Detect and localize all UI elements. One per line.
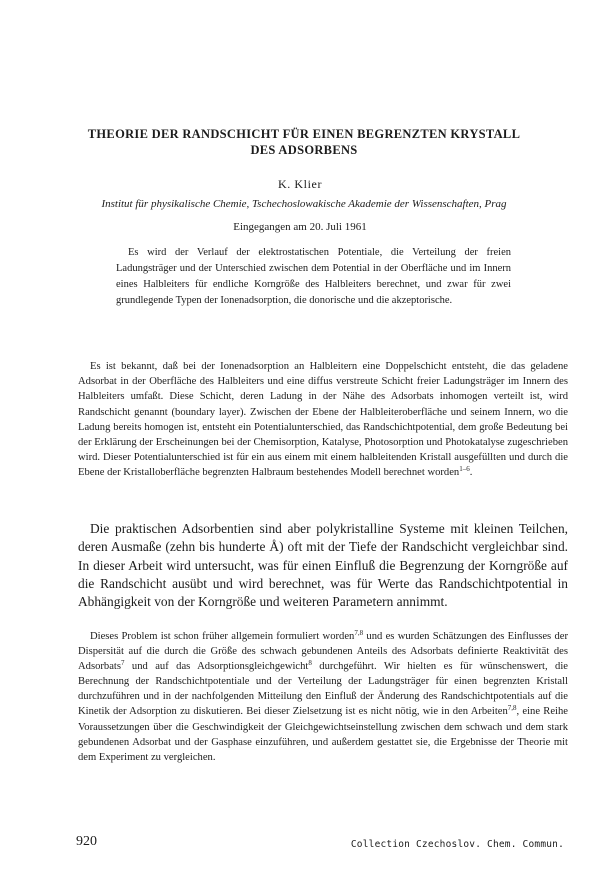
paragraph-1-text: Es ist bekannt, daß bei der Ionenadsorption an Halbleitern eine Doppelschicht entsteht, die das geladene Adsorbat in der Oberfläche des Halbleiters und eine diffus verstreute Schicht freier Ladungsträger im Innern des Halbleiters umfaßt. Diese Schicht, deren Ladung in der Nähe des Adsorbats inhomogen verteilt ist, wird Randschicht genannt (boundary layer). Zwischen der Ebene der Halbleiteroberfläche und seinem Innern, wo die Ladung bereits homogen ist, entsteht ein Potentialunterschied, das Randschichtpotential, dem große Bedeutung bei der Erklärung der Erscheinungen bei der Chemisorption, Katalyse, Photosorption und Photokatalyse zugeschrieben wird. Dieser Potentialunterschied ist für ein aus einem mit einem halbleitenden Kristall ausgefüllten und durch die Ebene der Kristalloberfläche begrenzten Halbraum bestehendes Modell berechnet worden — [78, 361, 568, 479]
paragraph-3-part-1: Dieses Problem ist schon früher allgemein formuliert worden — [90, 631, 355, 642]
author-affiliation: Institut für physikalische Chemie, Tschechoslowakische Akademie der Wissenschaften, Prag — [101, 198, 507, 210]
page-number: 920 — [76, 834, 97, 849]
body-paragraph-2 — [78, 520, 568, 611]
abstract-text: Es wird der Verlauf der elektrostatischen Potentiale, die Verteilung der freien Ladungsträger und der Unterschied zwischen dem Potential in der Oberfläche und im Innern eines Halbleiters für endliche Korngröße des Halbleiters berechnet, und zwar für zwei grundlegende Typen der Ionenadsorption, die donorische und die akzeptorische. — [116, 247, 511, 306]
title-line-1: THEORIE DER RANDSCHICHT FÜR EINEN BEGRENZTEN KRYSTALL — [87, 127, 521, 141]
citation-ref: 8 — [308, 659, 312, 668]
citation-ref: 7,8 — [354, 629, 364, 637]
title-line-2: DES ADSORBENS — [250, 143, 358, 157]
received-date: Eingegangen am 20. Juli 1961 — [233, 221, 367, 233]
journal-footer: Collection Czechoslov. Chem. Commun. — [350, 839, 564, 850]
author-name: K. Klier — [277, 177, 323, 191]
body-paragraph-3 — [78, 629, 568, 765]
article-title — [40, 126, 568, 158]
paragraph-3-part-4: durchgeführt. Wir hielten es für wünschenswert, die Berechnung der Randschichtpotentiale und der Verteilung der Ladungsträger für einen begrenzten Kristall durchzuführen und in der nachfolgenden Mitteilung den Einfluß der Änderung des Randschichtpotentials auf die Kinetik der Adsorption zu diskutieren. Bei dieser Zielsetzung ist es nicht nötig, wie in den Arbeiten — [78, 661, 568, 718]
citation-ref: 1–6 — [459, 465, 470, 474]
body-paragraph-1: Es ist bekannt, daß bei der Ionenadsorption an Halbleitern eine Doppelschicht entsteht, die das geladene Adsorbat in der Oberfläche des Halbleiters und eine diffus verstreute Schicht freier Ladungsträger im Innern des Halbleiters umfaßt. Diese Schicht, deren Ladung in der Nähe des Adsorbats inhomogen verteilt ist, wird Randschicht genannt (boundary layer). Zwischen der Ebene der Halbleiteroberfläche und seinem Innern, wo die Ladung bereits homogen ist, entsteht ein Potentialunterschied, das Randschichtpotential, dem große Bedeutung bei der Erklärung der Erscheinungen bei der Chemisorption, Katalyse, Photosorption und Photokatalyse zugeschrieben wird. Dieser Potentialunterschied ist für ein aus einem mit einem halbleitenden Kristall ausgefüllten und durch die Ebene der Kristalloberfläche begrenzten Halbraum bestehendes Modell berechnet worden$^{1-6}$. — [78, 361, 568, 479]
paragraph-2-text: Die praktischen Adsorbentien sind aber polykristalline Systeme mit kleinen Teilchen, deren Ausmaße (zehn bis hunderte Å) oft mit der Tiefe der Randschicht vergleichbar sind. In dieser Arbeit wird untersucht, was für einen Einfluß die Begrenzung der Korngröße auf die Randschicht ausübt und wird berechnet, was für Werte das Randschichtpotential in Abhängigkeit von der Korngröße und weiteren Parametern annimmt. — [78, 521, 568, 610]
citation-ref: 7,8 — [507, 704, 517, 713]
paragraph-3-part-5: , eine Reihe Voraussetzungen über die Geschwindigkeit der Gleichgewichtseinstellung zwischen dem schwach und dem stark gebundenen Adsorbat und der Gasphase einzuführen, und außerdem gestattet sie, die Ergebnisse der Theorie mit dem Experiment zu vergleichen. — [78, 706, 568, 763]
paragraph-3-part-2: und es wurden Schätzungen des Einflusses der Dispersität auf die durch die Größe des schwach gebundenen Anteils des Adsorbats definierte Reaktivität des Adsorbats — [78, 631, 568, 673]
paragraph-3-part-3: und auf das Adsorptionsgleichgewicht — [124, 661, 309, 673]
abstract — [116, 245, 511, 309]
citation-ref: 7 — [120, 659, 125, 668]
